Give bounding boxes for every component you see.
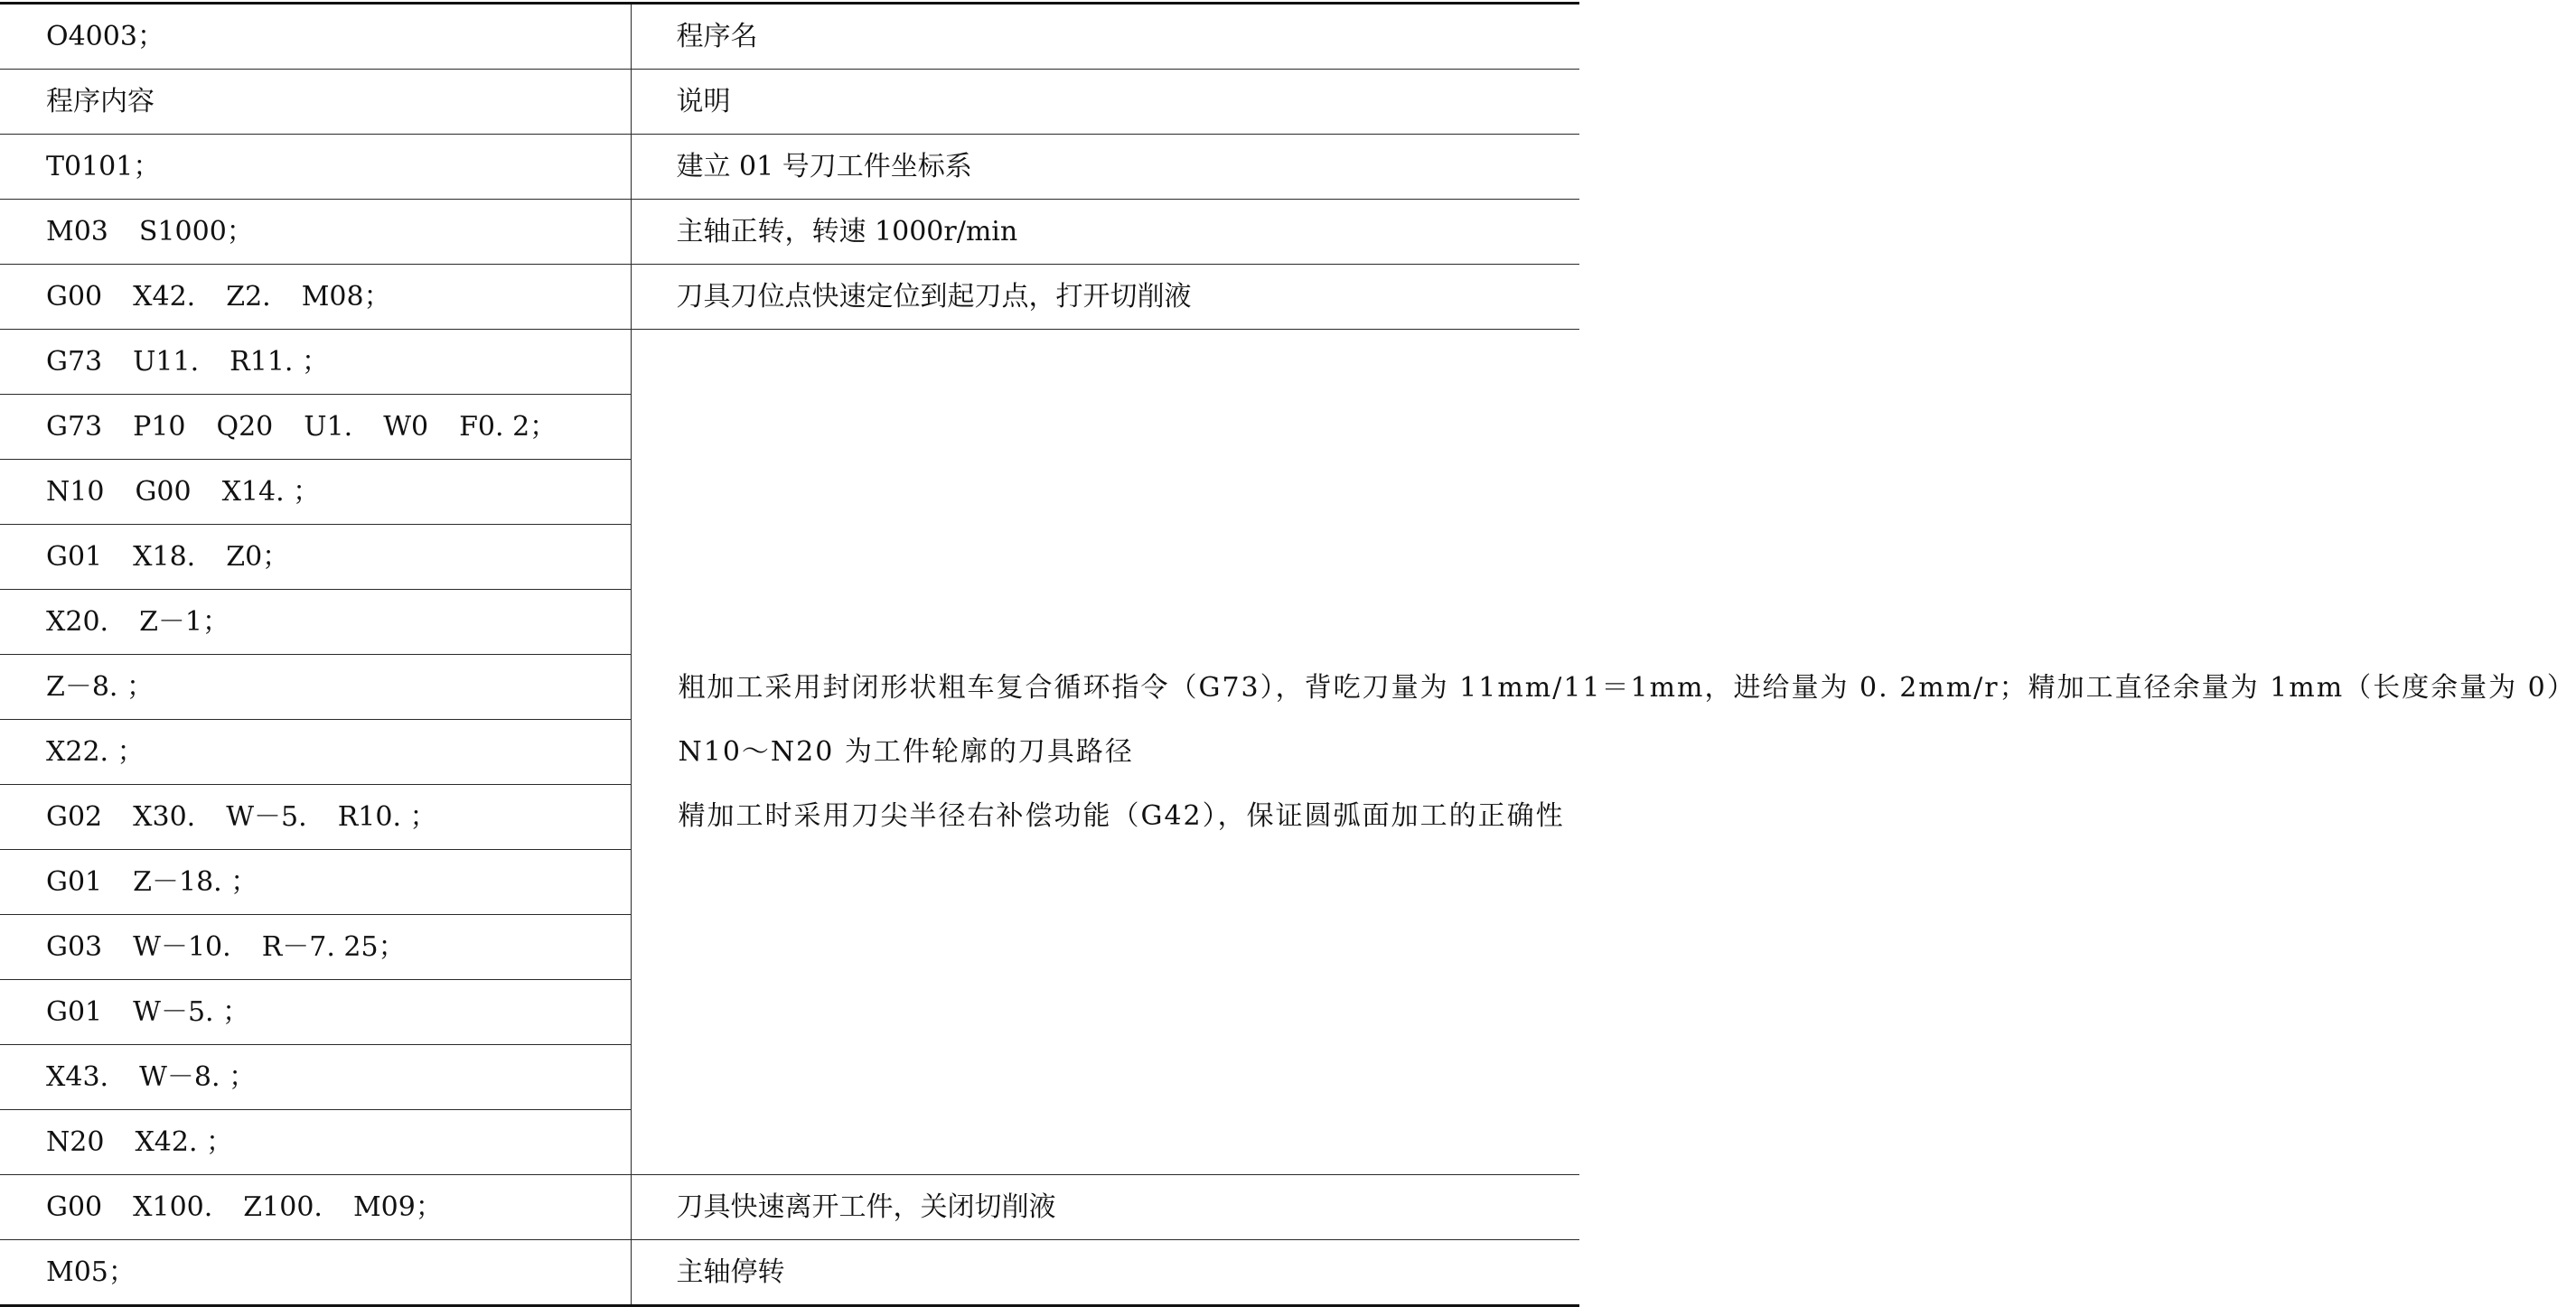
program-code-cell — [0, 395, 631, 460]
code-token: G01 — [46, 866, 103, 898]
table-row — [0, 4, 1579, 70]
code-token: R10. ； — [337, 801, 437, 833]
code-token: M05； — [46, 1256, 136, 1288]
merged-explanation-cell — [631, 330, 2576, 1175]
code-token: W－5. ； — [133, 996, 250, 1028]
program-code-cell — [0, 590, 631, 655]
code-token: R－7. 25； — [261, 931, 406, 963]
code-token: G01 — [46, 996, 103, 1028]
code-token: W0 — [383, 411, 429, 443]
program-table — [0, 2, 2576, 1307]
code-token: G00 — [46, 281, 103, 313]
code-token: X30. — [133, 801, 196, 833]
code-token: X100. — [133, 1191, 213, 1223]
code-token: S1000； — [138, 216, 254, 247]
program-code-cell — [0, 1110, 631, 1175]
table-row — [0, 265, 1579, 330]
code-token: X22. ； — [46, 736, 145, 768]
code-token: X42. — [133, 281, 196, 313]
program-code-cell — [0, 4, 631, 70]
code-token: N10 — [46, 476, 105, 508]
code-token: U11. — [133, 346, 200, 378]
code-token: U1. — [304, 411, 353, 443]
code-token: Z－1； — [139, 606, 230, 638]
code-token: Q20 — [216, 411, 274, 443]
program-note-cell: 主轴正转，转速 1000r/min — [631, 200, 1579, 265]
code-token: N20 — [46, 1126, 105, 1158]
code-token: M03 — [46, 216, 108, 247]
program-code-cell — [0, 460, 631, 525]
code-token: M08； — [301, 281, 391, 313]
code-token: 程序内容 — [46, 86, 155, 117]
code-token: Z0； — [226, 541, 290, 573]
program-code-cell — [0, 720, 631, 785]
program-table-body — [0, 4, 2576, 1306]
code-token: G73 — [46, 346, 103, 378]
code-token: W－5. — [226, 801, 307, 833]
table-row — [0, 135, 1579, 200]
code-token: G02 — [46, 801, 103, 833]
program-code-cell — [0, 265, 631, 330]
program-code-cell — [0, 135, 631, 200]
table-row — [0, 1175, 1579, 1240]
code-token: G73 — [46, 411, 103, 443]
program-code-cell — [0, 1045, 631, 1110]
code-token: W－10. — [133, 931, 231, 963]
code-token: X42. ； — [135, 1126, 234, 1158]
program-code-cell — [0, 70, 631, 135]
program-note-cell: 说明 — [631, 70, 1579, 135]
code-token: O4003； — [46, 21, 164, 52]
explanation-paragraph: 精加工时采用刀尖半径右补偿功能（G42），保证圆弧面加工的正确性 — [678, 800, 1565, 832]
table-row — [0, 1240, 1579, 1306]
program-note-cell: 程序名 — [631, 4, 1579, 70]
table-row — [0, 70, 1579, 135]
program-note-cell: 刀具快速离开工件，关闭切削液 — [631, 1175, 1579, 1240]
program-code-cell — [0, 200, 631, 265]
program-code-cell — [0, 1240, 631, 1306]
code-token: P10 — [133, 411, 186, 443]
program-code-cell — [0, 980, 631, 1045]
code-token: X43. — [46, 1061, 109, 1093]
code-token: Z100. — [243, 1191, 323, 1223]
program-note-cell: 建立 01 号刀工件坐标系 — [631, 135, 1579, 200]
program-code-cell — [0, 915, 631, 980]
program-code-cell — [0, 330, 631, 395]
explanation-paragraph: N10～N20 为工件轮廓的刀具路径 — [678, 736, 1134, 768]
code-token: G01 — [46, 541, 103, 573]
code-token: X20. — [46, 606, 109, 638]
program-code-cell — [0, 1175, 631, 1240]
code-token: G03 — [46, 931, 103, 963]
program-code-cell — [0, 525, 631, 590]
code-token: Z－18. ； — [133, 866, 258, 898]
table-row — [0, 200, 1579, 265]
program-note-cell: 刀具刀位点快速定位到起刀点，打开切削液 — [631, 265, 1579, 330]
code-token: R11. ； — [229, 346, 329, 378]
program-code-cell — [0, 785, 631, 850]
code-token: M09； — [352, 1191, 443, 1223]
program-code-cell — [0, 655, 631, 720]
table-row — [0, 330, 1579, 395]
code-token: Z－8. ； — [46, 671, 155, 703]
explanation-paragraph: 粗加工采用封闭形状粗车复合循环指令（G73），背吃刀量为 11mm/11＝1mm，进给量为 0. 2mm/r；精加工直径余量为 1mm（长度余量为 0） — [678, 672, 2576, 704]
program-note-cell: 主轴停转 — [631, 1240, 1579, 1306]
code-token: G00 — [46, 1191, 103, 1223]
code-token: F0. 2； — [459, 411, 557, 443]
code-token: X14. ； — [221, 476, 321, 508]
code-token: G00 — [135, 476, 192, 508]
code-token: X18. — [133, 541, 196, 573]
program-code-cell — [0, 850, 631, 915]
code-token: T0101； — [46, 151, 161, 182]
code-token: W－8. ； — [139, 1061, 257, 1093]
code-token: Z2. — [226, 281, 271, 313]
